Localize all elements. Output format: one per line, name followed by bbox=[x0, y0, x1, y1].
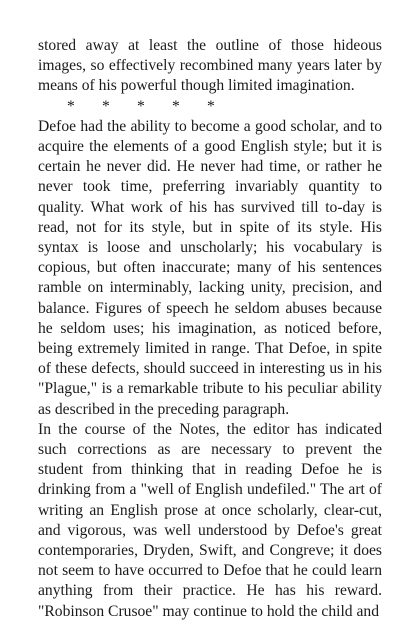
document-page bbox=[38, 36, 382, 622]
section-separator bbox=[38, 97, 382, 117]
paragraph-3: In the course of the Notes, the editor has indicated such corrections as are necessary to prevent the student from thinking that in reading Defoe he is drinking from a "well of English undefiled." The art of writing an English prose at once scholarly, clear-cut, and vigorous, was well understood by Defoe's great contemporaries, Dryden, Swift, and Congreve; it does not seem to have occurred to Defoe that he could learn anything from their practice. He has his reward. "Robinson Crusoe" may continue to hold the child and bbox=[38, 420, 382, 620]
paragraph-2: Defoe had the ability to become a good scholar, and to acquire the elements of a good English style; but it is certain he never did. He never had time, or rather he never took time, preferring invariably quantity to quality. What work of his has survived till to-day is read, not for its style, but in spite of its style. His syntax is loose and unscholarly; his vocabulary is copious, but often inaccurate; many of his sentences ramble on interminably, lacking unity, precision, and balance. Figures of speech he seldom abuses because he seldom uses; his imagination, as noticed before, being extremely limited in range. That Defoe, in spite of these defects, should succeed in interesting us in his "Plague," is a remarkable tribute to his peculiar ability as described in the preceding paragraph. bbox=[38, 117, 382, 418]
separator-asterisk: * bbox=[102, 97, 110, 115]
paragraph-1: stored away at least the outline of those hideous images, so effectively recombined many years later by means of his powerful though limited imagination. bbox=[38, 37, 382, 95]
separator-asterisk: * bbox=[137, 97, 145, 115]
separator-asterisk: * bbox=[207, 97, 215, 115]
separator-asterisk: * bbox=[67, 97, 75, 115]
separator-asterisk: * bbox=[172, 97, 180, 115]
